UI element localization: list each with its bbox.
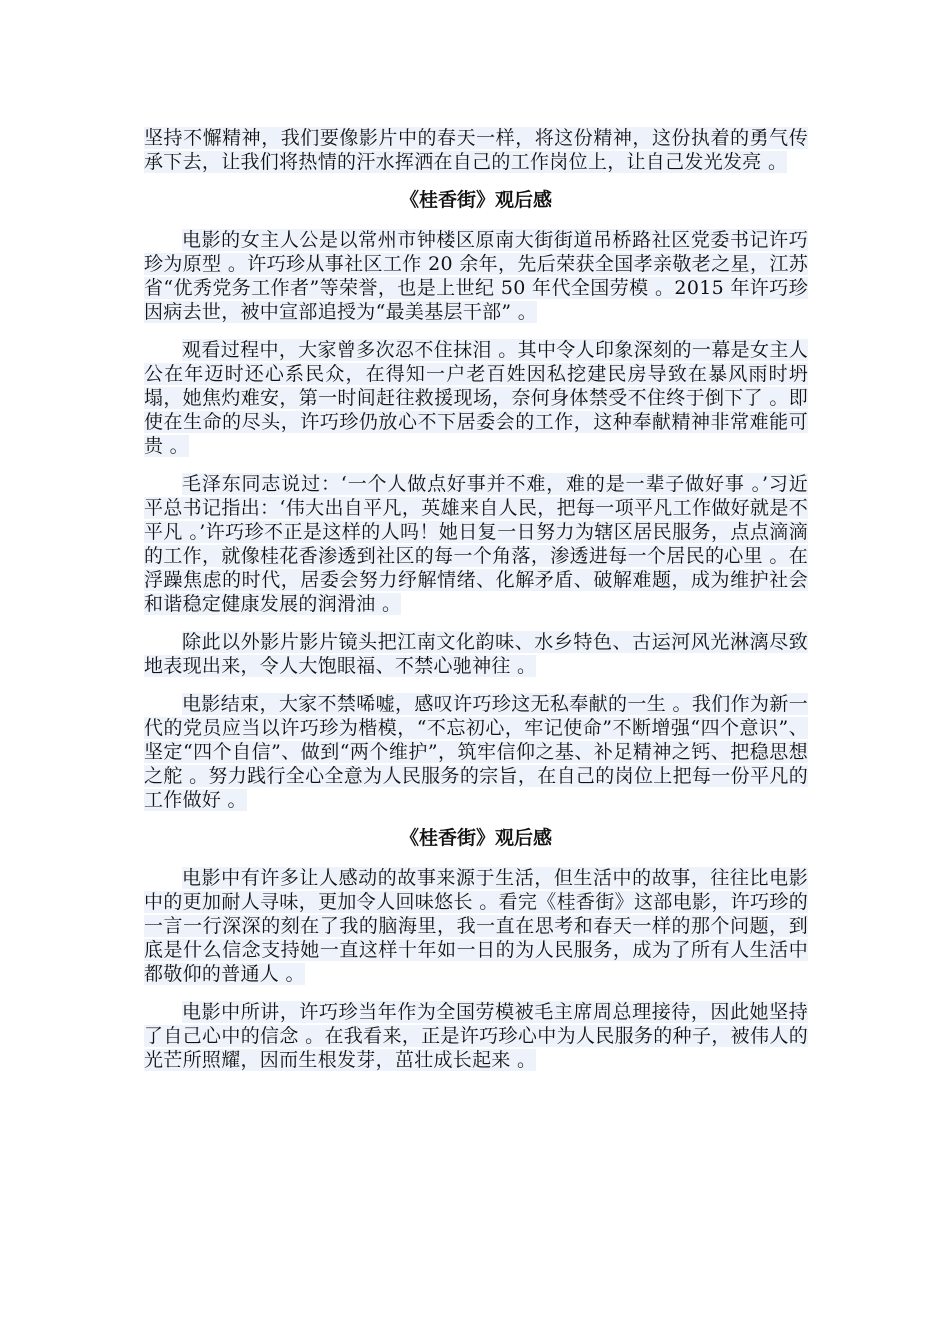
document-body [144, 126, 808, 1086]
section1-paragraph-3 [144, 472, 808, 616]
paragraph-text: 电影中所讲，许巧珍当年作为全国劳模被毛主席周总理接待，因此她坚持了自己心中的信念 。在我看来，正是许巧珍心中为人民服务的种子，被伟人的光芒所照耀，因而生根发芽，茁壮成长起来 。 [144, 1001, 808, 1071]
section-title-1: 《桂香街》观后感 [399, 189, 552, 211]
paragraph-text: 观看过程中，大家曾多次忍不住抹泪 。其中令人印象深刻的一幕是女主人公在年迈时还心系民众，在得知一户老百姓因私挖建民房导致在暴风雨时坍塌，她焦灼难安，第一时间赶往救援现场，奈何身体禁受不住终于倒下了 。即使在生命的尽头，许巧珍仍放心不下居委会的工作，这种奉献精神非常难能可贵 。 [144, 339, 808, 457]
section-title-2: 《桂香街》观后感 [399, 827, 552, 849]
paragraph-text: 电影的女主人公是以常州市钟楼区原南大街街道吊桥路社区党委书记许巧珍为原型 。许巧珍从事社区工作 20 余年，先后荣获全国孝亲敬老之星，江苏省“优秀党务工作者”等荣誉，也是上世纪 50 年代全国劳模 。2015 年许巧珍因病去世，被中宣部追授为“最美基层干部” 。 [144, 229, 808, 323]
section2-paragraph-2 [144, 1000, 808, 1072]
paragraph-text: 电影中有许多让人感动的故事来源于生活，但生活中的故事，往往比电影中的更加耐人寻味，更加令人回味悠长 。看完《桂香街》这部电影，许巧珍的一言一行深深的刻在了我的脑海里，我一直在思考和春天一样的那个问题，到底是什么信念支持她一直这样十年如一日的为人民服务，成为了所有人生活中都敬仰的普通人 。 [144, 867, 808, 985]
section2-paragraph-1 [144, 866, 808, 986]
section1-paragraph-1 [144, 228, 808, 324]
paragraph-text: 电影结束，大家不禁唏嘘，感叹许巧珍这无私奉献的一生 。我们作为新一代的党员应当以许巧珍为楷模，“不忘初心，牢记使命”不断增强“四个意识”、坚定“四个自信”、做到“两个维护”，筑牢信仰之基、补足精神之钙、把稳思想之舵 。努力践行全心全意为人民服务的宗旨，在自己的岗位上把每一份平凡的工作做好 。 [144, 693, 808, 811]
intro-paragraph-text: 坚持不懈精神，我们要像影片中的春天一样，将这份精神，这份执着的勇气传承下去，让我们将热情的汗水挥洒在自己的工作岗位上，让自己发光发亮 。 [144, 127, 808, 173]
paragraph-text: 除此以外影片影片镜头把江南文化韵味、水乡特色、古运河风光淋漓尽致地表现出来，令人大饱眼福、不禁心驰神往 。 [144, 631, 808, 677]
intro-paragraph [144, 126, 808, 174]
paragraph-text: 毛泽东同志说过：‘一个人做点好事并不难，难的是一辈子做好事 。’习近平总书记指出：‘伟大出自平凡，英雄来自人民，把每一项平凡工作做好就是不平凡 。’许巧珍不正是这样的人吗！她日复一日努力为辖区居民服务，点点滴滴的工作，就像桂花香渗透到社区的每一个角落，渗透进每一个居民的心里 。在浮躁焦虑的时代，居委会努力纾解情绪、化解矛盾、破解难题，成为维护社会和谐稳定健康发展的润滑油 。 [144, 473, 808, 615]
section1-paragraph-2 [144, 338, 808, 458]
section1-paragraph-5 [144, 692, 808, 812]
section1-paragraph-4 [144, 630, 808, 678]
